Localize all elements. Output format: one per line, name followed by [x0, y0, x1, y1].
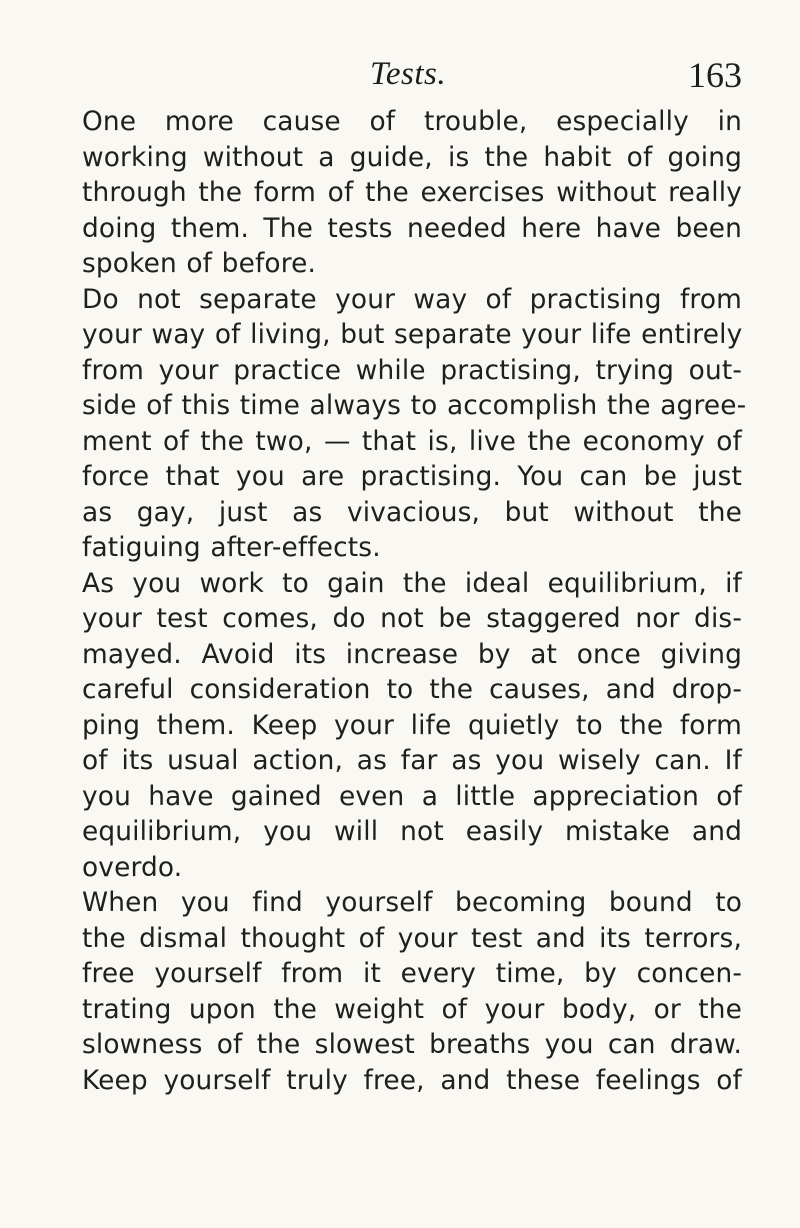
text-line: overdo.	[82, 851, 183, 883]
text-line: slowness of the slowest breaths you can draw.	[82, 1029, 742, 1060]
text-line: side of this time always to accomplish the agree-	[82, 390, 747, 421]
running-title: Tests.	[370, 56, 447, 92]
text-line: mayed. Avoid its increase by at once giving	[82, 638, 742, 670]
text-line: trating upon the weight of your body, or the	[82, 993, 742, 1025]
text-line: force that you are practising. You can be just	[82, 461, 742, 492]
text-line: free yourself from it every time, by concen-	[82, 958, 742, 989]
text-line: ping them. Keep your life quietly to the form	[82, 709, 742, 741]
text-line: of its usual action, as far as you wisely can. If	[82, 745, 742, 776]
running-head	[82, 52, 742, 98]
text-line: you have gained even a little appreciation of	[82, 780, 742, 812]
text-line: As you work to gain the ideal equilibrium, if	[82, 567, 742, 599]
text-line: equilibrium, you will not easily mistake and	[82, 816, 742, 847]
text-line: your test comes, do not be staggered nor dis-	[82, 603, 742, 634]
text-line: careful consideration to the causes, and drop-	[82, 674, 742, 705]
text-line: from your practice while practising, trying out-	[82, 354, 742, 386]
text-line: ment of the two, — that is, live the economy of	[82, 425, 742, 457]
text-line: through the form of the exercises without really	[82, 177, 742, 208]
page-number: 163	[688, 55, 742, 95]
text-line: working without a guide, is the habit of going	[82, 141, 742, 173]
text-line: Keep yourself truly free, and these feelings of	[82, 1064, 742, 1096]
text-line: the dismal thought of your test and its terrors,	[82, 922, 742, 954]
text-line: fatiguing after-effects.	[82, 532, 381, 563]
text-line: spoken of before.	[82, 248, 317, 279]
text-line: When you find yourself becoming bound to	[82, 887, 742, 918]
text-line: Do not separate your way of practising from	[82, 283, 742, 315]
body-text	[82, 104, 747, 1098]
text-line: doing them. The tests needed here have been	[82, 212, 742, 244]
text-line: as gay, just as vivacious, but without the	[82, 496, 742, 528]
text-line: your way of living, but separate your life entirely	[82, 319, 743, 350]
text-line: One more cause of trouble, especially in	[82, 106, 742, 137]
